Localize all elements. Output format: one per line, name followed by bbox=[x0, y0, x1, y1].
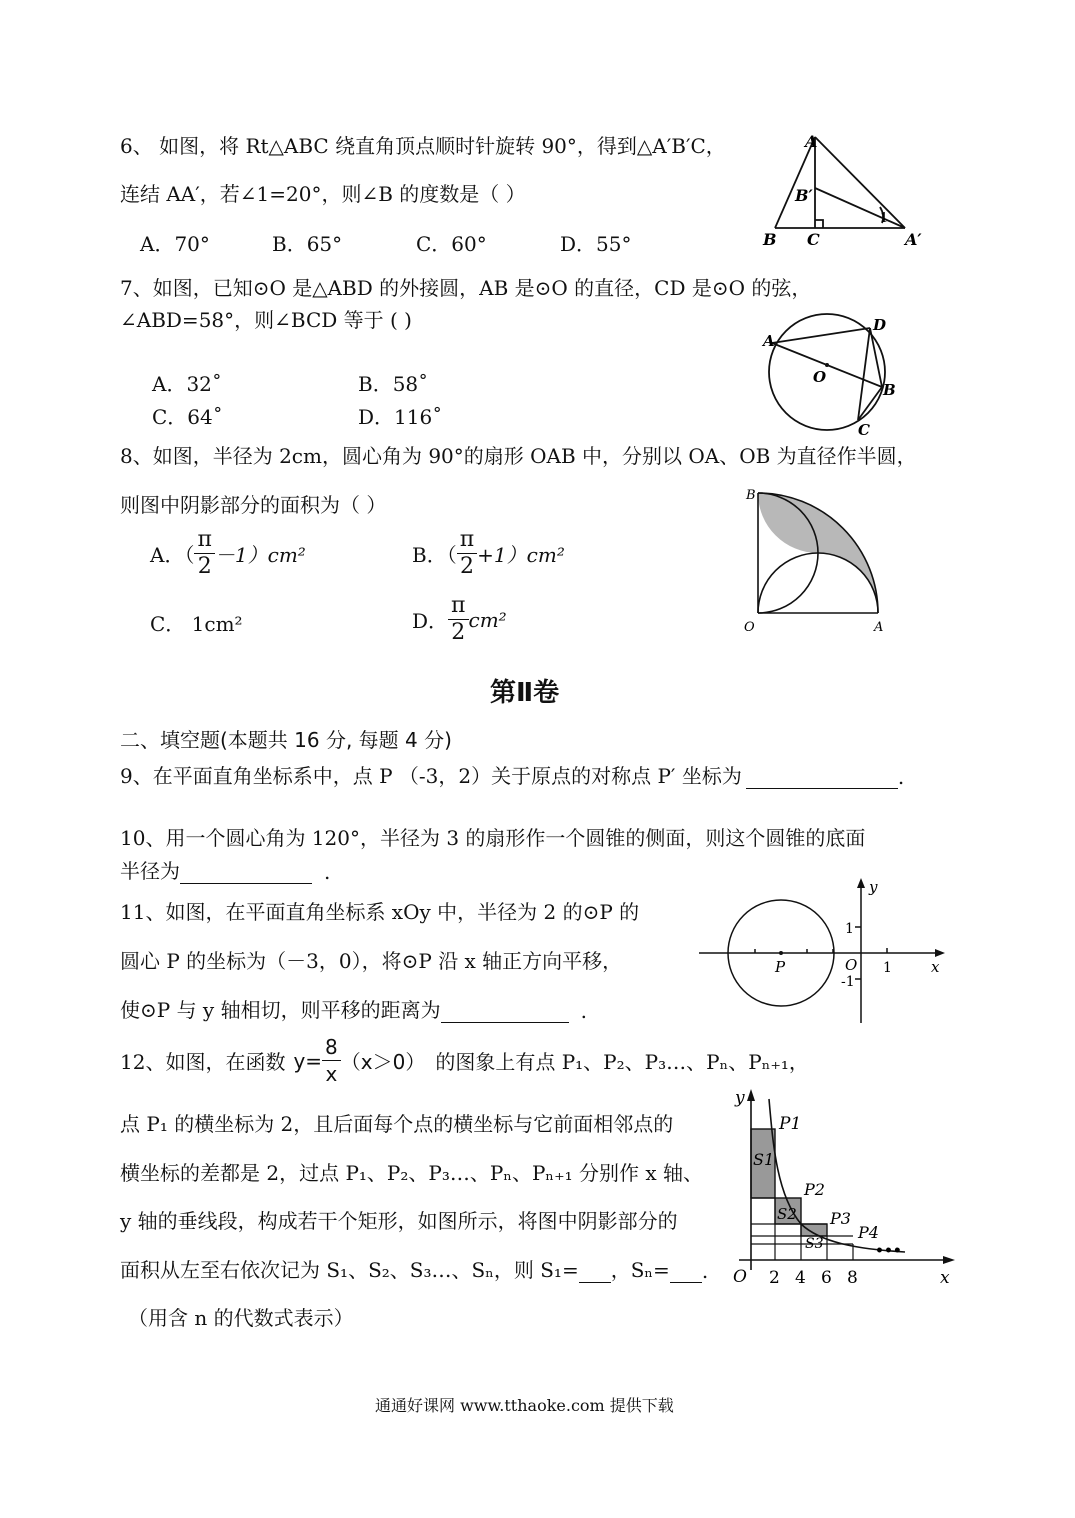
q7-option-b: B．58˚ bbox=[358, 372, 429, 396]
q11-line2: 圆心 P 的坐标为（－3，0），将⊙P 沿 x 轴正方向平移， bbox=[120, 949, 623, 973]
q12-function-fraction bbox=[322, 1034, 341, 1087]
q12-label-x2: 2 bbox=[769, 1268, 780, 1288]
q6-option-b: B．65° bbox=[272, 232, 343, 256]
q11-end: . bbox=[580, 999, 587, 1023]
q8-option-d bbox=[412, 593, 507, 646]
q8-option-d-prefix: D． bbox=[412, 609, 449, 633]
q6-label-a: A bbox=[805, 132, 818, 151]
q8-option-a bbox=[150, 527, 306, 580]
q12-line1 bbox=[120, 1034, 809, 1087]
q12-line3: 横坐标的差都是 2，过点 P₁、P₂、P₃…、Pₙ、Pₙ₊₁ 分别作 x 轴、 bbox=[120, 1161, 704, 1185]
q6-option-c: C．60° bbox=[416, 232, 487, 256]
q6-label-angle1: 1 bbox=[880, 211, 889, 226]
fraction-denominator: x bbox=[325, 1062, 338, 1086]
q8-line1: 8、如图，半径为 2cm，圆心角为 90°的扇形 OAB 中，分别以 OA、OB 为直径作半圆， bbox=[120, 444, 917, 468]
q7-option-c: C．64˚ bbox=[152, 405, 223, 429]
q12-line5-mid: ，Sₙ= bbox=[610, 1258, 670, 1282]
q9 bbox=[120, 760, 904, 789]
q11-label-y: y bbox=[869, 878, 878, 896]
q11-label-1-x: 1 bbox=[883, 960, 892, 976]
q12-label-x: x bbox=[940, 1268, 950, 1288]
q12-label-s3: S3 bbox=[805, 1236, 824, 1252]
q7-option-a: A．32˚ bbox=[152, 372, 222, 396]
q12-label-x8: 8 bbox=[847, 1268, 858, 1288]
q12-hyperbola-figure bbox=[725, 1085, 960, 1295]
q6-line2: 连结 AA′，若∠1=20°，则∠B 的度数是（ ） bbox=[120, 182, 526, 206]
q12-function-lhs: y= bbox=[293, 1048, 323, 1073]
q10-answer-blank[interactable] bbox=[180, 863, 312, 884]
q11-label-o: O bbox=[845, 956, 858, 974]
fraction-denominator: 2 bbox=[197, 554, 212, 579]
fraction-numerator: 8 bbox=[322, 1034, 341, 1061]
q8-label-b: B bbox=[746, 488, 756, 503]
q12-label-x6: 6 bbox=[821, 1268, 832, 1288]
q8-option-a-fraction bbox=[194, 527, 214, 580]
q7-label-b: B bbox=[883, 381, 896, 399]
q11-answer-blank[interactable] bbox=[441, 1002, 569, 1023]
fraction-numerator: π bbox=[457, 527, 477, 554]
q7-option-d: D．116˚ bbox=[358, 405, 443, 429]
fraction-denominator: 2 bbox=[459, 554, 474, 579]
q12-label-o: O bbox=[733, 1267, 747, 1287]
q9-text: 9、在平面直角坐标系中，点 P （-3，2）关于原点的对称点 P′ 坐标为 bbox=[120, 764, 742, 788]
q7-line2: ∠ABD=58°，则∠BCD 等于 ( ) bbox=[120, 308, 412, 332]
q12-label-y: y bbox=[735, 1088, 745, 1108]
q6-option-a: A．70° bbox=[140, 232, 210, 256]
q8-option-a-suffix: －1）cm² bbox=[214, 543, 306, 567]
part2-title: 第Ⅱ卷 bbox=[490, 678, 560, 708]
q12-label-p1: P1 bbox=[779, 1114, 802, 1134]
q6-label-b: B bbox=[763, 230, 777, 249]
q12-line2: 点 P₁ 的横坐标为 2，且后面每个点的横坐标与它前面相邻点的 bbox=[120, 1112, 674, 1136]
q12-line1-suffix: 的图象上有点 P₁、P₂、P₃…、Pₙ、Pₙ₊₁， bbox=[435, 1050, 809, 1074]
q6-option-d: D．55° bbox=[560, 232, 632, 256]
q11-label-p: P bbox=[775, 958, 786, 976]
q10-line2-text: 半径为 bbox=[120, 859, 180, 883]
q10-line1: 10、用一个圆心角为 120°，半径为 3 的扇形作一个圆锥的侧面，则这个圆锥的底面 bbox=[120, 826, 866, 850]
q9-answer-blank[interactable] bbox=[746, 768, 898, 789]
q6-line1: 6、 如图，将 Rt△ABC 绕直角顶点顺时针旋转 90°，得到△A′B′C， bbox=[120, 134, 726, 158]
q12-label-p2: P2 bbox=[804, 1180, 825, 1199]
q8-option-d-fraction bbox=[448, 593, 468, 646]
q12-label-s1: S1 bbox=[753, 1150, 775, 1169]
q7-label-o: O bbox=[813, 368, 827, 386]
q6-label-b-prime: B′ bbox=[795, 186, 813, 205]
q9-end: . bbox=[897, 765, 905, 789]
q12-sn-answer-blank[interactable] bbox=[670, 1262, 702, 1283]
q8-option-d-suffix: cm² bbox=[468, 607, 507, 632]
q12-ellipsis: ••• bbox=[875, 1243, 902, 1259]
q8-option-c: C． 1cm² bbox=[150, 612, 243, 636]
q8-option-b-fraction bbox=[457, 527, 477, 580]
q7-label-c: C bbox=[858, 421, 870, 439]
q6-label-a-prime: A′ bbox=[905, 230, 922, 249]
q8-sector-figure bbox=[740, 485, 890, 640]
q11-label-x: x bbox=[931, 958, 940, 976]
section-fill-in-heading: 二、填空题(本题共 16 分, 每题 4 分) bbox=[120, 728, 452, 752]
q12-s1-answer-blank[interactable] bbox=[579, 1262, 611, 1283]
fraction-numerator: π bbox=[194, 527, 214, 554]
q12-label-p4: P4 bbox=[858, 1223, 879, 1242]
q11-line1: 11、如图，在平面直角坐标系 xOy 中，半径为 2 的⊙P 的 bbox=[120, 900, 640, 924]
page-footer: 通通好课网 www.tthaoke.com 提供下载 bbox=[375, 1396, 674, 1415]
q8-option-b bbox=[412, 527, 565, 580]
q8-option-a-prefix: A．（ bbox=[150, 543, 195, 567]
q12-line5 bbox=[120, 1254, 708, 1283]
fraction-denominator: 2 bbox=[451, 620, 466, 645]
q12-line5-text: 面积从左至右依次记为 S₁、S₂、S₃…、Sₙ，则 S₁= bbox=[120, 1258, 579, 1282]
q12-function-condition: （x＞0） bbox=[340, 1050, 426, 1074]
q8-option-b-suffix: +1）cm² bbox=[477, 543, 565, 567]
fraction-numerator: π bbox=[448, 593, 468, 620]
q11-coordinate-figure bbox=[695, 878, 955, 1026]
q8-option-b-prefix: B．（ bbox=[412, 543, 457, 567]
q6-label-c: C bbox=[807, 230, 820, 249]
q8-label-a: A bbox=[874, 620, 884, 635]
q10-end: . bbox=[324, 860, 331, 884]
q7-circle-figure bbox=[755, 310, 905, 440]
q12-line5-end: . bbox=[701, 1259, 709, 1283]
q8-label-o: O bbox=[744, 620, 755, 635]
q7-line1: 7、如图，已知⊙O 是△ABD 的外接圆，AB 是⊙O 的直径，CD 是⊙O 的弦， bbox=[120, 276, 812, 300]
q7-label-a: A bbox=[763, 332, 775, 350]
q12-label-s2: S2 bbox=[777, 1205, 797, 1223]
q6-triangle-figure bbox=[755, 125, 935, 250]
q12-label-x4: 4 bbox=[795, 1268, 806, 1288]
q11-line3-text: 使⊙P 与 y 轴相切，则平移的距离为 bbox=[120, 998, 441, 1022]
q8-line2: 则图中阴影部分的面积为（ ） bbox=[120, 493, 387, 517]
q11-label-neg1: -1 bbox=[841, 974, 855, 990]
q12-line4: y 轴的垂线段，构成若干个矩形，如图所示，将图中阴影部分的 bbox=[120, 1209, 678, 1233]
q11-label-1-y: 1 bbox=[845, 921, 854, 937]
q10-line2 bbox=[120, 855, 330, 884]
q11-line3 bbox=[120, 994, 587, 1023]
q12-label-p3: P3 bbox=[830, 1209, 851, 1228]
q7-label-d: D bbox=[873, 316, 887, 334]
q12-line1-prefix: 12、如图，在函数 bbox=[120, 1050, 286, 1074]
q12-line6: （用含 n 的代数式表示） bbox=[128, 1306, 354, 1330]
